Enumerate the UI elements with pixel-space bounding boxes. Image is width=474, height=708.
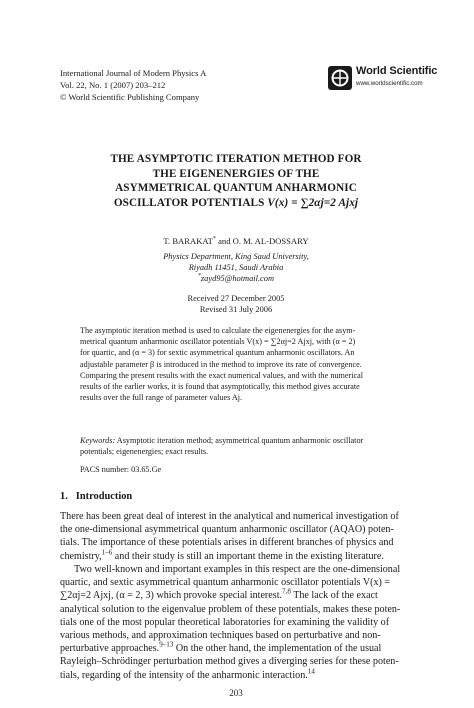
paragraph-line bbox=[60, 550, 412, 563]
paragraph-line: the one-dimensional asymmetrical quantum anharmonic oscillator (AQAO) poten- bbox=[60, 524, 394, 536]
paragraph-line: tials. The importance of these potentials arises in different branches of physics and bbox=[60, 537, 394, 549]
abstract-line: for quartic, and (α = 3) for sextic asymmetrical quantum anharmonic oscillators. An bbox=[80, 348, 355, 358]
paragraph-text: tials, regarding of the intensity of the anharmonic interaction. bbox=[60, 669, 308, 681]
paragraph-line bbox=[60, 642, 412, 655]
paragraph-text: ∑2αj=2 Ajxj, (α = 2, 3) which provoke special interest. bbox=[60, 590, 283, 602]
citation: 9–13 bbox=[159, 640, 174, 649]
intro-paragraph-1 bbox=[60, 510, 412, 563]
paragraph-line: quartic, and sextic asymmetrical quantum anharmonic oscillator potentials V(x) = bbox=[60, 577, 391, 589]
journal-header bbox=[60, 67, 206, 103]
received-date: Received 27 December 2005 bbox=[187, 294, 285, 303]
paragraph-text: and their study is still an important theme in the existing literature. bbox=[112, 550, 384, 562]
paragraph-line bbox=[60, 589, 412, 602]
journal-copyright: © World Scientific Publishing Company bbox=[60, 92, 200, 102]
paragraph-line: Rayleigh–Schrödinger perturbation method gives a diverging series for these poten- bbox=[60, 656, 399, 668]
publisher-logo bbox=[328, 64, 444, 96]
paragraph-line: There has been great deal of interest in the analytical and numerical investigation of bbox=[60, 511, 399, 522]
author-1-mark: * bbox=[212, 236, 216, 243]
paragraph-text: On the other hand, the implementation of the usual bbox=[173, 643, 382, 655]
page-number: 203 bbox=[229, 688, 243, 698]
journal-name: International Journal of Modern Physics A bbox=[60, 68, 207, 78]
revised-date: Revised 31 July 2006 bbox=[199, 305, 273, 314]
affiliation-line-2: Riyadh 11451, Saudi Arabia bbox=[188, 263, 284, 273]
author-connector: and bbox=[218, 236, 231, 246]
title-formula: V(x) = ∑2αj=2 Ajxj bbox=[267, 196, 359, 209]
publisher-url: www.worldscientific.com bbox=[356, 80, 423, 87]
paragraph-line: tials one of the most popular theoretical laboratories for examining the validity of bbox=[60, 616, 390, 628]
paragraph-line bbox=[60, 669, 412, 682]
abstract-line: results of the earlier works, it is found that asymptotically, this method gives accurate bbox=[80, 382, 360, 392]
title-line-4 bbox=[60, 196, 412, 211]
paragraph-text: chemistry, bbox=[60, 550, 102, 562]
keywords-line: potentials; eigenenergies; exact results. bbox=[80, 447, 209, 457]
publisher-name: World Scientific bbox=[356, 65, 438, 77]
abstract-line: Comparing the present results with the exact numerical values, and with the numerical bbox=[80, 370, 364, 380]
title-line-3: ASYMMETRICAL QUANTUM ANHARMONIC bbox=[115, 182, 357, 194]
keywords bbox=[80, 435, 392, 457]
title-line-4-text: OSCILLATOR POTENTIALS bbox=[113, 196, 265, 209]
keywords-text: Asymptotic iteration method; asymmetrical quantum anharmonic oscillator bbox=[116, 436, 364, 445]
author-list bbox=[60, 236, 412, 246]
email-address: zayd95@hotmail.com bbox=[200, 274, 274, 284]
email-mark: * bbox=[197, 273, 201, 280]
pacs-number: PACS number: 03.65.Ge bbox=[80, 465, 162, 474]
author-1: T. BARAKAT bbox=[163, 236, 213, 246]
abstract-line: metrical quantum anharmonic oscillator potentials V(x) = ∑2αj=2 Ajxj, with (α = 2) bbox=[80, 337, 356, 347]
paper-title bbox=[60, 152, 412, 210]
world-scientific-logo-icon bbox=[328, 66, 352, 90]
paragraph-text: The lack of the exact bbox=[290, 590, 378, 602]
paragraph-line: Two well-known and important examples in this respect are the one-dimensional bbox=[74, 564, 401, 575]
citation: 14 bbox=[307, 667, 315, 676]
abstract-line: The asymptotic iteration method is used to calculate the eigenenergies for the asym- bbox=[80, 326, 356, 335]
submission-dates bbox=[60, 293, 412, 315]
citation: 7,8 bbox=[282, 588, 291, 597]
citation: 1–6 bbox=[101, 548, 113, 557]
abstract-line: results over the full range of parameter values Aj. bbox=[80, 393, 243, 403]
keywords-label: Keywords: bbox=[80, 436, 116, 445]
author-email bbox=[60, 273, 412, 284]
intro-paragraph-2 bbox=[60, 563, 412, 682]
section-number: 1. bbox=[60, 491, 68, 502]
journal-volume: Vol. 22, No. 1 (2007) 203–212 bbox=[60, 80, 166, 90]
paragraph-line: analytical solution to the eigenvalue problem of these potentials, makes these poten- bbox=[60, 603, 401, 615]
paragraph-line: various methods, and approximation techniques based on perturbative and non- bbox=[60, 630, 381, 642]
abstract-line: adjustable parameter β is introduced in the method to improve its rate of convergence. bbox=[80, 359, 362, 369]
affiliation-line-1: Physics Department, King Saud University, bbox=[163, 252, 309, 261]
section-heading bbox=[60, 491, 132, 502]
keywords-line bbox=[80, 435, 392, 446]
affiliation bbox=[60, 251, 412, 285]
author-2: O. M. AL-DOSSARY bbox=[232, 236, 309, 246]
abstract bbox=[80, 325, 392, 403]
title-line-2: THE EIGENENERGIES OF THE bbox=[152, 167, 320, 180]
section-title: Introduction bbox=[75, 491, 133, 502]
title-line-1: THE ASYMPTOTIC ITERATION METHOD FOR bbox=[110, 153, 362, 165]
paragraph-text: perturbative approaches. bbox=[60, 643, 160, 655]
